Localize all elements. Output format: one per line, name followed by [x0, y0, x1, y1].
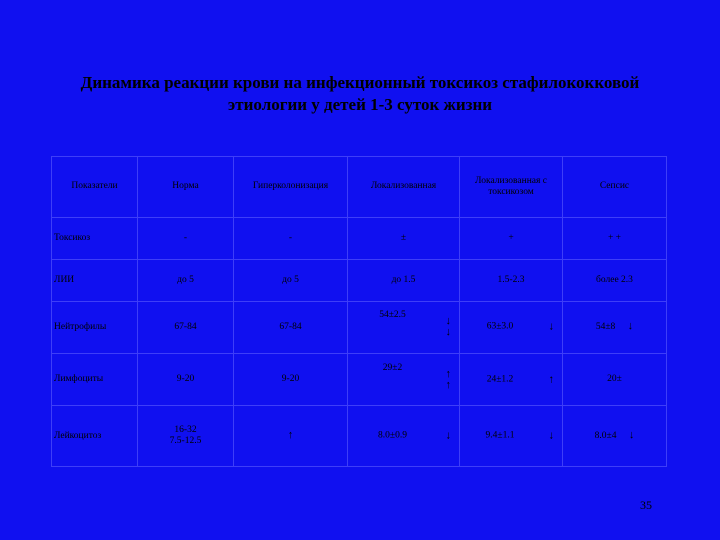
row-label: Лимфоциты [52, 354, 138, 406]
page-number: 35 [640, 498, 652, 512]
cell-local [348, 301, 460, 353]
cell-local-tox [460, 406, 563, 467]
cell-hyper: до 5 [234, 259, 348, 301]
cell-local-value: 8.0±0.9 [378, 430, 407, 441]
header-sepsis: Сепсис [563, 157, 667, 218]
cell-local-tox: 1.5-2.3 [460, 259, 563, 301]
down-arrow-icon: ↓ [628, 429, 635, 442]
cell-sepsis [563, 406, 667, 467]
cell-sepsis [563, 301, 667, 353]
cell-hyper [234, 406, 348, 467]
up-arrow-icon: ↑ [287, 429, 294, 442]
table-header-row [52, 157, 667, 218]
header-norm: Норма [138, 157, 234, 218]
slide-title [40, 72, 680, 116]
table-row [52, 406, 667, 467]
cell-norm: 67-84 [138, 301, 234, 353]
table-row [52, 301, 667, 353]
down-arrow-icon: ↓ [548, 320, 554, 333]
cell-norm-line1: 16-32 [174, 425, 197, 436]
table-row [52, 354, 667, 406]
table-row [52, 259, 667, 301]
row-label: Нейтрофилы [52, 301, 138, 353]
cell-local-tox-value: 24±1.2 [486, 374, 514, 385]
cell-sepsis-value: 8.0±4 [594, 431, 617, 442]
header-localized-toxicosis: Локализованная с токсикозом [460, 157, 563, 218]
cell-norm: 9-20 [138, 354, 234, 406]
cell-local-value: 54±2.5 [379, 310, 406, 321]
slide-title-line2: этиологии у детей 1-3 суток жизни [227, 95, 493, 114]
down-arrow-icon: ↓ ↓ [445, 315, 451, 339]
up-arrow-icon: ↑ [548, 373, 554, 386]
row-label: ЛИИ [52, 259, 138, 301]
header-indicators: Показатели [52, 157, 138, 218]
row-label: Токсикоз [52, 217, 138, 259]
cell-sepsis: более 2.3 [563, 259, 667, 301]
cell-norm: - [138, 217, 234, 259]
cell-sepsis: 20± [563, 354, 667, 406]
header-localized: Локализованная [348, 157, 460, 218]
cell-hyper: 67-84 [234, 301, 348, 353]
cell-local [348, 406, 460, 467]
cell-local-tox: + [460, 217, 563, 259]
slide-title-line1: Динамика реакции крови на инфекционный токсикоз стафилококковой [80, 73, 640, 92]
cell-local: до 1.5 [348, 259, 460, 301]
cell-local-tox-value: 9.4±1.1 [485, 430, 515, 441]
cell-local-tox [460, 301, 563, 353]
cell-local: ± [348, 217, 460, 259]
cell-hyper: - [234, 217, 348, 259]
cell-sepsis-value: 54±8 [595, 322, 616, 333]
cell-norm-line2: 7.5-12.5 [169, 436, 202, 447]
row-label: Лейкоцитоз [52, 406, 138, 467]
down-arrow-icon: ↓ [548, 429, 554, 442]
blood-reaction-table [51, 156, 667, 467]
cell-norm: до 5 [138, 259, 234, 301]
cell-local-tox [460, 354, 563, 406]
table-row [52, 217, 667, 259]
up-arrow-icon: ↑ ↑ [445, 367, 451, 391]
header-hypercolonization: Гиперколонизация [234, 157, 348, 218]
cell-local [348, 354, 460, 406]
cell-hyper: 9-20 [234, 354, 348, 406]
cell-local-tox-value: 63±3.0 [486, 321, 514, 332]
cell-norm [138, 406, 234, 467]
down-arrow-icon: ↓ [627, 320, 634, 333]
down-arrow-icon: ↓ [445, 429, 451, 442]
cell-local-value: 29±2 [382, 362, 403, 373]
cell-sepsis: + + [563, 217, 667, 259]
